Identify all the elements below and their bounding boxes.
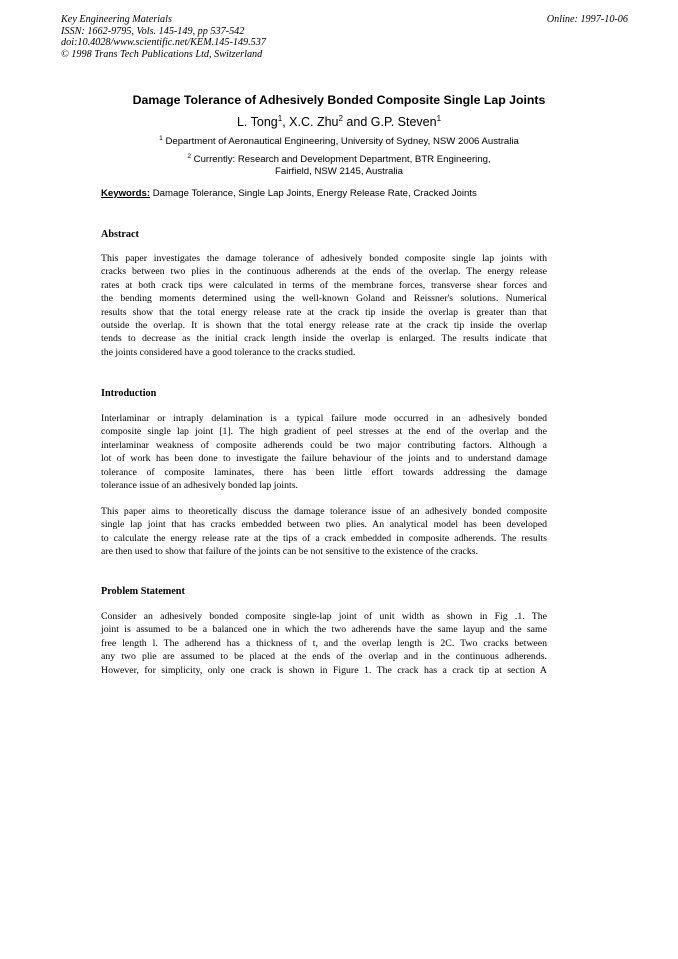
affiliation-2	[60, 154, 618, 178]
problem-statement-heading: Problem Statement	[101, 586, 185, 597]
issn-line: ISSN: 1662-9795, Vols. 145-149, pp 537-542	[61, 25, 245, 37]
text-line: are then used to show that failure of the joints can be not sensitive to the existence of the cracks.	[101, 546, 479, 558]
text-line: the bending moments determined using the well-known Goland and Reissner's solutions. Numerical	[101, 293, 547, 305]
journal-name: Key Engineering Materials	[61, 14, 172, 25]
author-name: G.P. Steven	[370, 115, 437, 129]
text-line: However, for simplicity, only one crack is shown in Figure 1. The crack has a crack tip at section A	[101, 664, 547, 676]
affil-text: Department of Aeronautical Engineering, University of Sydney, NSW 2006 Australia	[162, 136, 519, 147]
text-line: single lap joint that has cracks embedded between two plies. An analytical model has been developed	[101, 519, 547, 531]
affil-line	[60, 154, 618, 166]
author-affil-mark: 1	[436, 114, 442, 123]
text-line: outside the overlap. It is shown that the total energy release rate at the crack tip inside the overlap	[101, 319, 547, 331]
keywords-label: Keywords:	[101, 188, 151, 199]
text-line: composite single lap joint [1]. The high gradient of peel stresses at the end of the overlap and the	[101, 426, 547, 438]
keywords	[101, 188, 477, 199]
affil-mark: 1	[159, 135, 163, 142]
introduction-paragraph-2	[101, 505, 547, 559]
journal-header	[61, 14, 628, 60]
affil-text: Currently: Research and Development Department, BTR Engineering,	[190, 154, 491, 165]
copyright-line: © 1998 Trans Tech Publications Ltd, Switzerland	[61, 48, 263, 60]
text-line: lot of work has been done to investigate the failure behaviour of the joints and to understand damage	[101, 453, 547, 465]
online-date: Online: 1997-10-06	[546, 14, 628, 25]
text-line: results show that the total energy release rate at the crack tip inside the overlap is greater than that	[101, 306, 547, 318]
text-line: Interlaminar or intraply delamination is a typical failure mode occurred in an adhesively bonded	[101, 413, 547, 424]
text-line: tolerance issue of an adhesively bonded lap joints.	[101, 479, 298, 491]
text-line: joint is assumed to be a balanced one in which the two adherends have the same layup and the same	[101, 624, 547, 636]
introduction-paragraph-1	[101, 412, 547, 492]
author-list	[60, 115, 618, 129]
paper-title: Damage Tolerance of Adhesively Bonded Composite Single Lap Joints	[132, 93, 546, 107]
keywords-text: Damage Tolerance, Single Lap Joints, Energy Release Rate, Cracked Joints	[150, 188, 477, 199]
text-line: free length l. The adherend has a thickness of t, and the overlap length is 2C. Two cracks between	[101, 637, 547, 649]
affil-line: Fairfield, NSW 2145, Australia	[275, 166, 403, 177]
affiliation-1	[60, 136, 618, 148]
abstract-body	[101, 252, 547, 359]
text-line: Consider an adhesively bonded composite single-lap joint of unit width as shown in Fig .1. The	[101, 611, 547, 622]
text-line: This paper aims to theoretically discuss the damage tolerance issue of an adhesively bonded composite	[101, 506, 547, 517]
text-line: any two plie are assumed to be placed at the ends of the overlap and in the continuous adherends.	[101, 651, 547, 663]
author-separator: and	[342, 115, 371, 129]
abstract-heading: Abstract	[101, 229, 139, 240]
author-separator: ,	[282, 115, 290, 129]
affil-mark: 2	[187, 153, 191, 160]
text-line: interlaminar weakness of composite adherends could be two major contributing factors. Although a	[101, 439, 547, 451]
introduction-heading: Introduction	[101, 388, 157, 399]
text-line: to calculate the energy release rate at the tips of a crack embedded in composite adherends. The results	[101, 532, 547, 544]
doi-line: doi:10.4028/www.scientific.net/KEM.145-149.537	[61, 37, 266, 49]
text-line: tolerance of composite laminates, there has been little effort towards addressing the damage	[101, 466, 547, 478]
author-affil-mark: 2	[338, 114, 343, 123]
problem-statement-body	[101, 610, 547, 677]
text-line: This paper investigates the damage tolerance of adhesively bonded composite single lap joints with	[101, 253, 547, 264]
text-line: rates at both crack tips were calculated in terms of the membrane forces, transverse shear forces and	[101, 279, 547, 291]
text-line: tends to decrease as the initial crack length inside the overlap is enlarged. The results indicate that	[101, 333, 547, 345]
author-name: X.C. Zhu	[289, 115, 339, 129]
text-line: cracks between two plies in the continuous adherends at the ends of the overlap. The energy release	[101, 266, 547, 278]
author-name: L. Tong	[236, 115, 278, 129]
text-line: the joints considered have a good tolerance to the cracks studied.	[101, 346, 356, 358]
author-affil-mark: 1	[277, 114, 283, 123]
